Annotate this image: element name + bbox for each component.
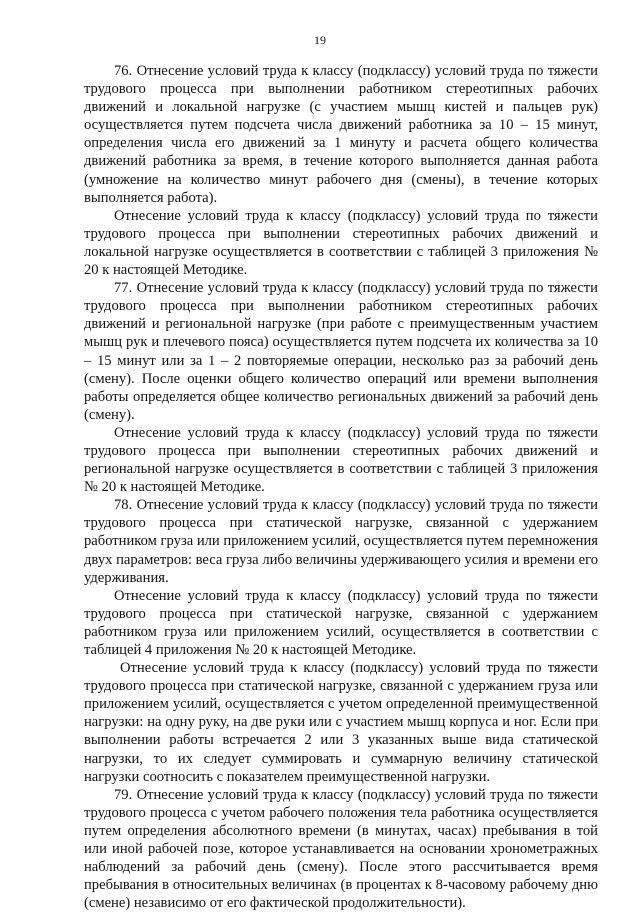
paragraph-78: 78. Отнесение условий труда к классу (подклассу) условий труда по тяжести трудового процесса при статической нагрузке, связанной с удержанием работником груза или приложением усилий, осуществляется путем перемножения двух параметров: веса груза либо величины удерживающего усилия и времени его удерживания.	[84, 497, 598, 586]
paragraph-78-table-reference: Отнесение условий труда к классу (подклассу) условий труда по тяжести трудового процесса при статической нагрузке, связанной с удержанием работником груза или приложением усилий, осуществляется в соответствии с таблицей 4 приложения № 20 к настоящей Методике.	[84, 587, 598, 658]
paragraph-78-static-load-summation: Отнесение условий труда к классу (подклассу) условий труда по тяжести трудового процесса при статической нагрузке, связанной с удержанием груза или приложением усилий, осуществляется с учетом определенной преимущественной нагрузки: на одну руку, на две руки или с участием мышц корпуса и ног. Если при выполнении работы встречается 2 или 3 указанных выше вида статической нагрузки, то их следует суммировать и суммарную величину статической нагрузки соотносить с показателем преимущественной нагрузки.	[84, 660, 598, 785]
paragraph-77: 77. Отнесение условий труда к классу (подклассу) условий труда по тяжести трудового процесса при выполнении работником стереотипных рабочих движений и региональной нагрузке (при работе с преимущественным участием мышц рук и плечевого пояса) осуществляется путем подсчета их количества за 10 – 15 минут или за 1 – 2 повторяемые операции, несколько раз за рабочий день (смену). После оценки общего количество операций или времени выполнения работы определяется общее количество региональных движений за рабочий день (смену).	[84, 280, 598, 423]
document-body	[84, 62, 598, 912]
paragraph-76: 76. Отнесение условий труда к классу (подклассу) условий труда по тяжести трудового процесса при выполнении работником стереотипных рабочих движений и локальной нагрузке (с участием мышц кистей и пальцев рук) осуществляется путем подсчета числа движений работника за 10 – 15 минут, определения числа его движений за 1 минуту и расчета общего количества движений работника за время, в течение которого выполняется данная работа (умножение на количество минут рабочего дня (смены), в течение которых выполняется работа).	[84, 63, 598, 206]
paragraph-79: 79. Отнесение условий труда к классу (подклассу) условий труда по тяжести трудового процесса с учетом рабочего положения тела работника осуществляется путем определения абсолютного времени (в минутах, часах) пребывания в той или иной рабочей позе, которое устанавливается на основании хронометражных наблюдений за рабочий день (смену). После этого рассчитывается время пребывания в относительных величинах (в процентах к 8-часовому рабочему дню (смене) независимо от его фактической продолжительности).	[84, 786, 598, 912]
page-number: 19	[314, 33, 326, 47]
paragraph-76-table-reference: Отнесение условий труда к классу (подклассу) условий труда по тяжести трудового процесса при выполнении стереотипных рабочих движений и локальной нагрузке осуществляется в соответствии с таблицей 3 приложения № 20 к настоящей Методике.	[84, 207, 598, 279]
paragraph-77-table-reference: Отнесение условий труда к классу (подклассу) условий труда по тяжести трудового процесса при выполнении стереотипных рабочих движений и региональной нагрузке осуществляется в соответствии с таблицей 3 приложения № 20 к настоящей Методике.	[84, 424, 598, 496]
